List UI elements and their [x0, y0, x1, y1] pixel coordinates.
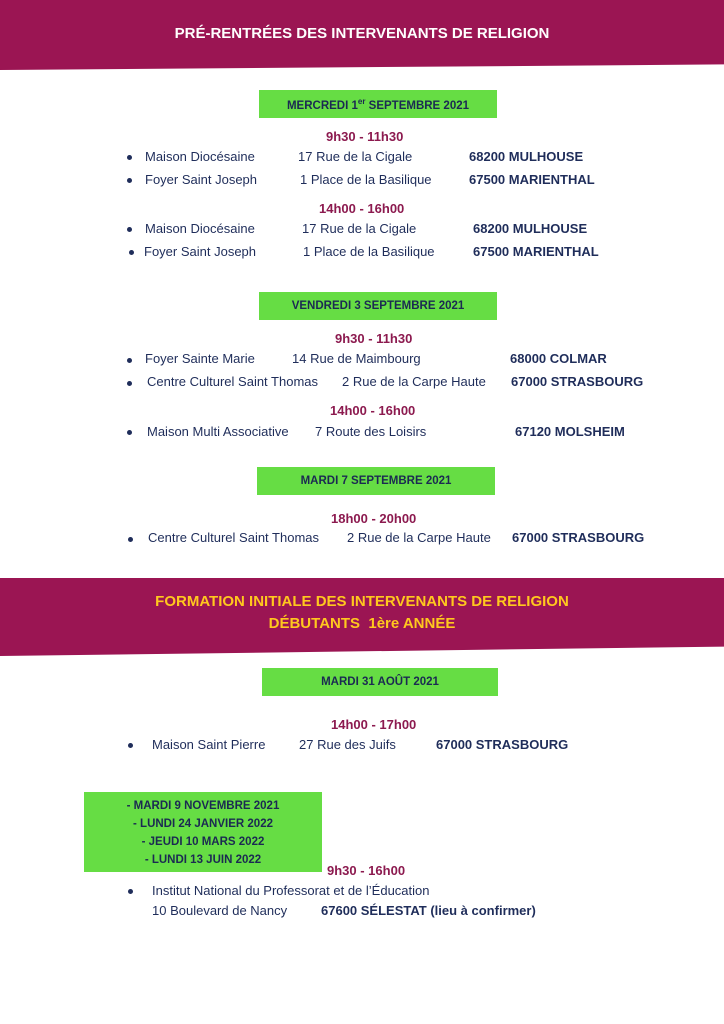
- venue-address: 2 Rue de la Carpe Haute: [347, 530, 491, 545]
- date-label-mardi-7: MARDI 7 SEPTEMBRE 2021: [257, 467, 495, 495]
- venue-city: 67500 MARIENTHAL: [473, 244, 599, 259]
- venue-address: 17 Rue de la Cigale: [298, 149, 413, 164]
- venue-city: 67500 MARIENTHAL: [469, 172, 595, 187]
- venue-city: 68200 MULHOUSE: [469, 149, 584, 164]
- venue-city: 68000 COLMAR: [510, 351, 607, 366]
- venue-place: Maison Diocésaine: [145, 221, 255, 236]
- venue-address: 1 Place de la Basilique: [303, 244, 435, 259]
- session-date: - MARDI 9 NOVEMBRE 2021: [126, 800, 280, 812]
- venue-city: 68200 MULHOUSE: [473, 221, 588, 236]
- venue-address: 2 Rue de la Carpe Haute: [342, 374, 486, 389]
- date-label-mercredi-sup: er: [357, 96, 366, 106]
- bullet-icon: [128, 743, 133, 748]
- bullet-icon: [128, 537, 133, 542]
- date-label-mercredi-post: SEPTEMBRE 2021: [365, 99, 470, 112]
- venue-place: Institut National du Professorat et de l’Éducation: [152, 883, 430, 898]
- date-label-mercredi-text: [287, 97, 469, 112]
- date-label-mercredi-pre: MERCREDI 1: [286, 99, 358, 112]
- venue-place: Maison Diocésaine: [145, 149, 255, 164]
- venue-city: 67000 STRASBOURG: [511, 374, 644, 389]
- venue-place: Foyer Saint Joseph: [145, 172, 258, 187]
- venue-city: 67000 STRASBOURG: [512, 530, 645, 545]
- venue-city: 67000 STRASBOURG: [436, 737, 569, 752]
- section-title-formation: FORMATION INITIALE DES INTERVENANTS DE RELIGION: [155, 593, 569, 610]
- date-label-mercredi: [259, 90, 497, 118]
- venue-place: Maison Saint Pierre: [152, 737, 266, 752]
- venue-address: 27 Rue des Juifs: [299, 737, 396, 752]
- bullet-icon: [127, 430, 132, 435]
- bullet-icon: [127, 358, 132, 363]
- session-date: - LUNDI 13 JUIN 2022: [144, 854, 262, 866]
- venue-place: Centre Culturel Saint Thomas: [147, 374, 319, 389]
- time-slot: 14h00 - 17h00: [331, 717, 417, 732]
- time-slot: 14h00 - 16h00: [330, 403, 416, 418]
- bullet-icon: [128, 889, 133, 894]
- bullet-icon: [127, 381, 132, 386]
- section-title-pre-rentrees: PRÉ-RENTRÉES DES INTERVENANTS DE RELIGION: [174, 25, 550, 42]
- time-slot: 9h30 - 11h30: [326, 129, 404, 144]
- venue-place: Centre Culturel Saint Thomas: [148, 530, 320, 545]
- venue-place: Foyer Sainte Marie: [145, 351, 255, 366]
- session-date: - LUNDI 24 JANVIER 2022: [133, 818, 273, 830]
- session-dates-box: [84, 792, 322, 872]
- venue-address: 10 Boulevard de Nancy: [152, 903, 288, 918]
- venue-place: Maison Multi Associative: [147, 424, 289, 439]
- bullet-icon: [127, 178, 132, 183]
- time-slot: 14h00 - 16h00: [319, 201, 405, 216]
- bullet-icon: [129, 250, 134, 255]
- venue-place: Foyer Saint Joseph: [144, 244, 257, 259]
- venue-address: 7 Route des Loisirs: [315, 424, 427, 439]
- time-slot: 18h00 - 20h00: [331, 511, 417, 526]
- section-subtitle-debutants: DÉBUTANTS 1ère ANNÉE: [268, 615, 456, 632]
- date-label-mardi-31: MARDI 31 AOÛT 2021: [262, 668, 498, 696]
- session-date: - JEUDI 10 MARS 2022: [141, 836, 265, 848]
- venue-city: 67120 MOLSHEIM: [515, 424, 625, 439]
- venue-city: 67600 SÉLESTAT (lieu à confirmer): [321, 903, 536, 918]
- time-slot: 9h30 - 11h30: [335, 331, 413, 346]
- venue-address: 1 Place de la Basilique: [300, 172, 432, 187]
- bullet-icon: [127, 227, 132, 232]
- date-label-vendredi: VENDREDI 3 SEPTEMBRE 2021: [259, 292, 497, 320]
- time-slot: 9h30 - 16h00: [327, 863, 406, 878]
- venue-address: 17 Rue de la Cigale: [302, 221, 417, 236]
- venue-address: 14 Rue de Maimbourg: [292, 351, 421, 366]
- bullet-icon: [127, 155, 132, 160]
